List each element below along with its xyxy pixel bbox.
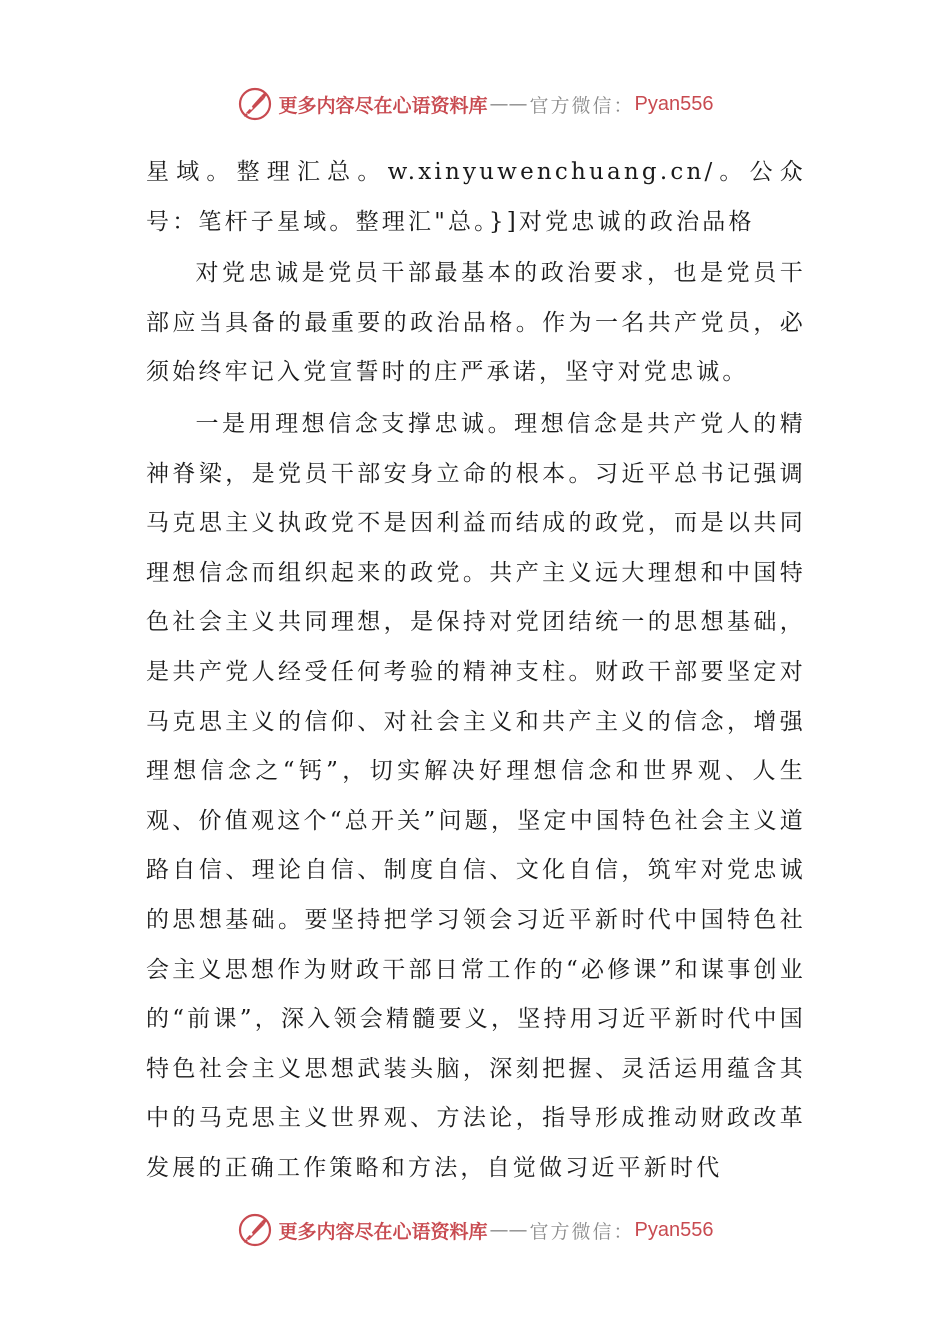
- banner-separator: ——: [489, 1219, 528, 1241]
- brand-text: 更多内容尽在心语资料库: [278, 1220, 488, 1243]
- quill-logo-icon: [237, 1212, 273, 1248]
- footer-banner: [0, 1208, 950, 1252]
- document-body: [146, 148, 806, 1193]
- paragraph-main: 一是用理想信念支撑忠诚。理想信念是共产党人的精神脊梁，是党员干部安身立命的根本。习近平总书记强调马克思主义执政党不是因利益而结成的政党，而是以共同理想信念而组织起来的政党。共产主义远大理想和中国特色社会主义共同理想，是保持对党团结统一的思想基础，是共产党人经受任何考验的精神支柱。财政干部要坚定对马克思主义的信仰、对社会主义和共产主义的信念，增强理想信念之“钙”，切实解决好理想信念和世界观、人生观、价值观这个“总开关”问题，坚定中国特色社会主义道路自信、理论自信、制度自信、文化自信，筑牢对党忠诚的思想基础。要坚持把学习领会习近平新时代中国特色社会主义思想作为财政干部日常工作的“必修课”和谋事创业的“前课”，深入领会精髓要义，坚持用习近平新时代中国特色社会主义思想武装头脑，深刻把握、灵活运用蕴含其中的马克思主义世界观、方法论，指导形成推动财政改革发展的正确工作策略和方法，自觉做习近平新时代: [146, 410, 806, 1181]
- brand-text: 更多内容尽在心语资料库: [278, 94, 488, 117]
- wechat-id: Pyan556: [634, 92, 714, 115]
- wechat-label: 官方微信：: [529, 1220, 635, 1243]
- banner-separator: ——: [489, 93, 528, 115]
- quill-logo-icon: [237, 86, 273, 122]
- paragraph-intro: 对党忠诚是党员干部最基本的政治要求，也是党员干部应当具备的最重要的政治品格。作为一名共产党员，必须始终牢记入党宣誓时的庄严承诺，坚守对党忠诚。: [146, 260, 806, 386]
- wechat-id: Pyan556: [634, 1218, 714, 1241]
- header-banner: [0, 82, 950, 126]
- wechat-label: 官方微信：: [529, 94, 635, 117]
- paragraph-heading: 星域。整理汇总。w.xinyuwenchuang.cn/。公众号：笔杆子星域。整理汇"总。}]对党忠诚的政治品格: [146, 159, 806, 235]
